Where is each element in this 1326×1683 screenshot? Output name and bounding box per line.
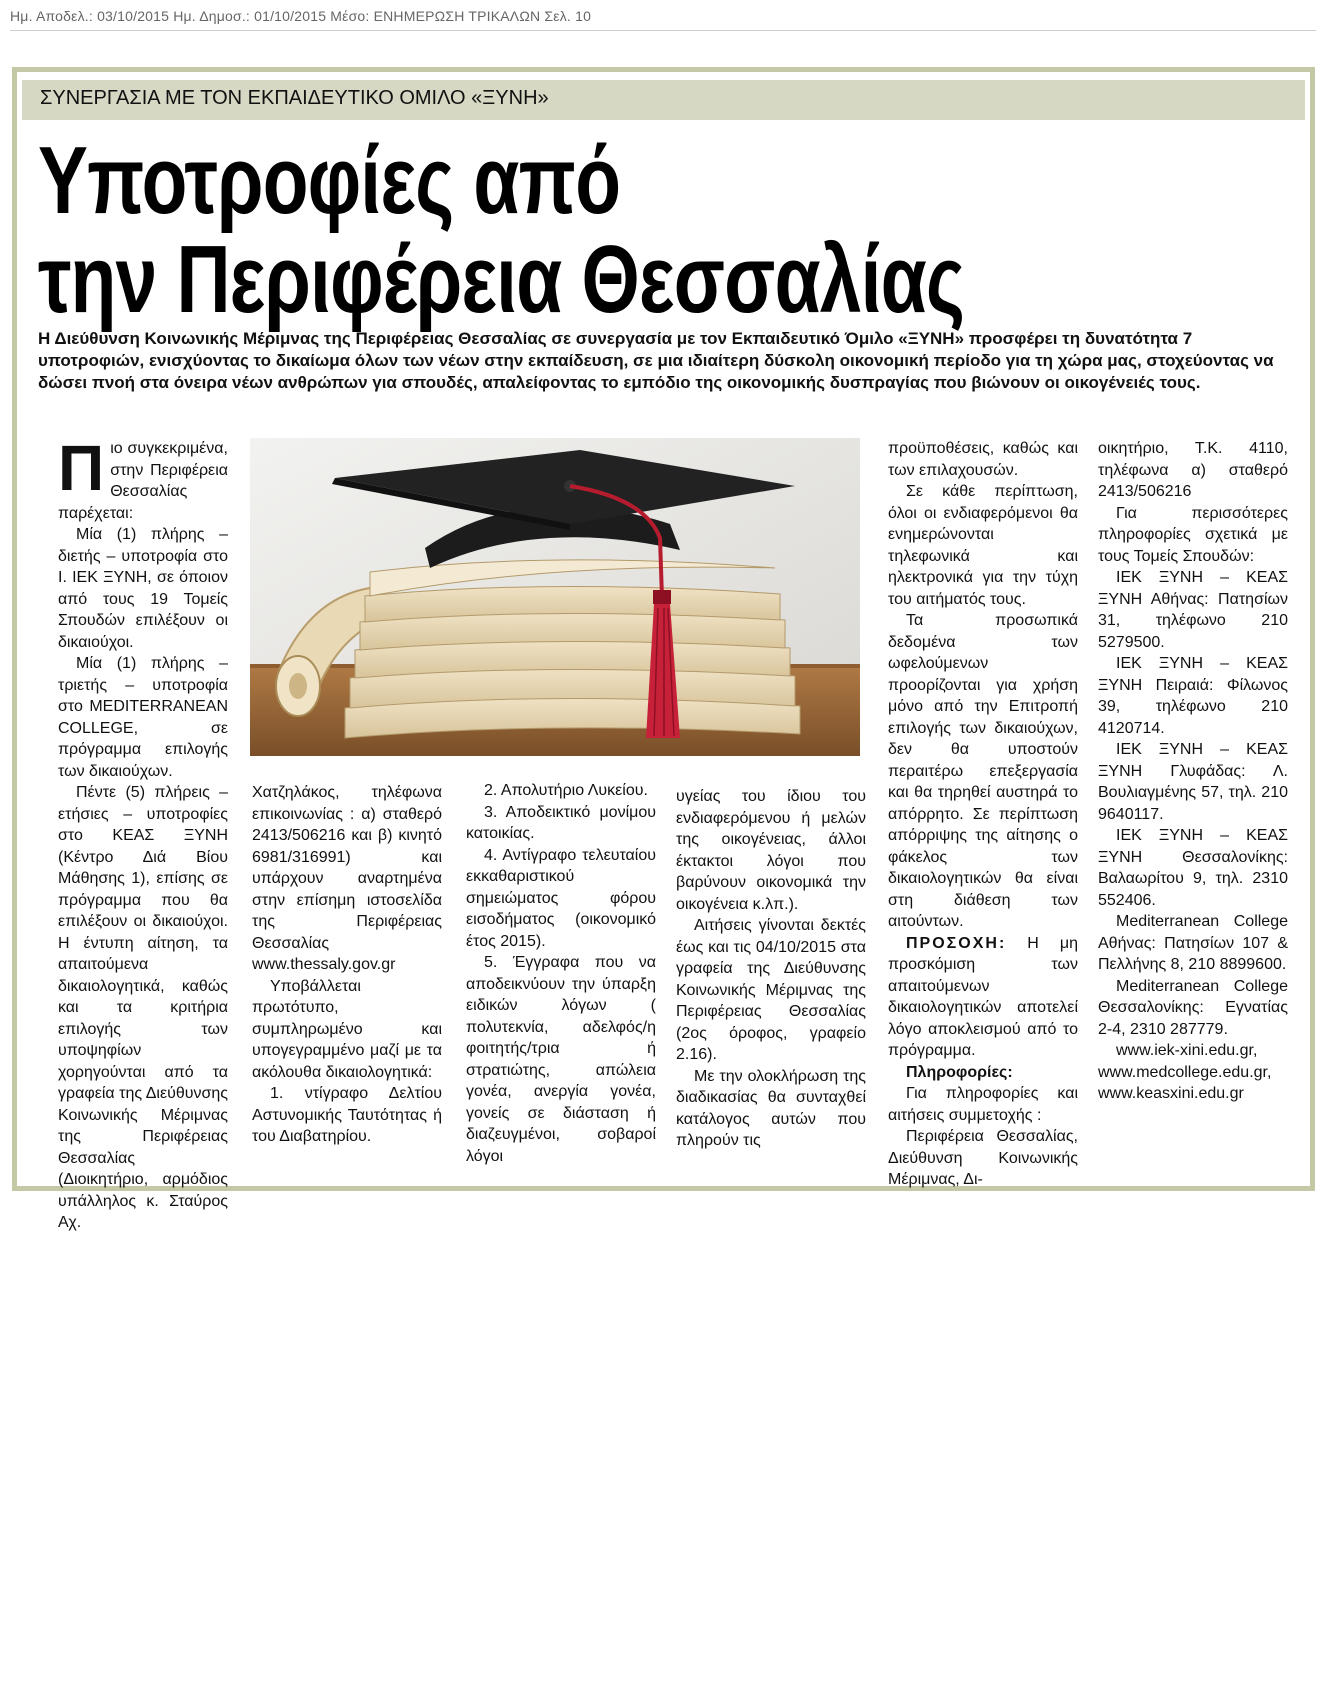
paragraph: 1. ντίγραφο Δελτίου Αστυνομικής Ταυτότητας ή του Διαβατηρίου. — [252, 1085, 442, 1145]
paragraph: Για περισσότερες πληροφορίες σχετικά με τους Τομείς Σπουδών: — [1098, 504, 1288, 565]
paragraph: Σε κάθε περίπτωση, όλοι οι ενδιαφερόμενοι θα ενημερώνονται τηλεφωνικά και ηλεκτρονικά για την τύχη του αιτήματός τους. — [888, 483, 1078, 608]
paragraph: 3. Αποδεικτικό μονίμου κατοικίας. — [466, 803, 656, 842]
lead-paragraph: Η Διεύθυνση Κοινωνικής Μέριμνας της Περιφέρειας Θεσσαλίας σε συνεργασία με τον Εκπαιδευτικό Όμιλο «ΞΥΝΗ» προσφέρει τη δυνατότητα 7 υποτροφιών, ενισχύοντας το δικαίωμα όλων των νέων στην εκπαίδευση, σε μια ιδιαίτερη δύσκολη οικονομική περίοδο για τη χώρα μας, στοχεύοντας να δώσει πνοή στα όνειρα νέων ανθρώπων για σπουδές, απαλείφοντας το εμπόδιο της οικονομικής δυσπραγίας που βιώνουν οι οικογένειές τους. — [38, 329, 1274, 392]
column-5 — [888, 438, 1078, 1191]
paragraph: προϋποθέσεις, καθώς και των επιλαχουσών. — [888, 440, 1078, 479]
kicker: ΣΥΝΕΡΓΑΣΙΑ ΜΕ ΤΟΝ ΕΚΠΑΙΔΕΥΤΙΚΟ ΟΜΙΛΟ «ΞΥΝΗ» — [40, 87, 549, 109]
paragraph: 5. Έγγραφα που να αποδεικνύουν την ύπαρξη ειδικών λόγων ( πολυτεκνία, αδελφός/η φοιτητής/τρια ή στρατιώτης, απώλεια γονέα, ανεργία γονέα, γονείς σε διάσταση ή διαζευγμένοι, σοβαροί λόγοι — [466, 954, 656, 1165]
paragraph: Μία (1) πλήρης – διετής – υποτροφία στο Ι. ΙΕΚ ΞΥΝΗ, σε όποιον από τους 19 Τομείς Σπουδών επιλέξουν οι δικαιούχοι. — [58, 526, 228, 651]
paragraph: Με την ολοκλήρωση της διαδικασίας θα συνταχθεί κατάλογος αυτών που πληρούν τις — [676, 1067, 866, 1149]
column-4 — [676, 786, 866, 1152]
paragraph: οικητήριο, Τ.Κ. 4110, τηλέφωνα α) σταθερό 2413/506216 — [1098, 440, 1288, 500]
paragraph: Πέντε (5) πλήρεις – ετήσιες – υποτροφίες στο ΚΕΑΣ ΞΥΝΗ (Κέντρο Διά Βίου Μάθησης 1), επίσης σε πρόγραμμα που θα επιλέξουν οι δικαιούχοι. Η έντυπη αίτηση, τα απαιτούμενα δικαιολογητικά, καθώς και τα κριτήρια επιλογής των υποψηφίων χορηγούνται από τα γραφεία της Διεύθυνσης Κοινωνικής Μέριμνας της Περιφέρειας Θεσσαλίας (Διοικητήριο, αρμόδιος υπάλληλος κ. Σταύρος Αχ. — [58, 784, 228, 1231]
paragraph: Υποβάλλεται πρωτότυπο, συμπληρωμένο και υπογεγραμμένο μαζί με τα ακόλουθα δικαιολογητικά: — [252, 977, 442, 1081]
drop-cap: Π — [58, 432, 105, 504]
clipping-meta: Ημ. Αποδελ.: 03/10/2015 Ημ. Δημοσ.: 01/10/2015 Μέσο: ΕΝΗΜΕΡΩΣΗ ΤΡΙΚΑΛΩΝ Σελ. 10 — [10, 8, 592, 24]
paragraph: Mediterranean College Θεσσαλονίκης: Εγνατίας 2-4, 2310 287779. — [1098, 977, 1288, 1038]
paragraph: 4. Αντίγραφο τελευταίου εκκαθαριστικού σημειώματος φόρου εισοδήματος (οικονομικό έτος 2015). — [466, 846, 656, 950]
column-6 — [1098, 438, 1288, 1105]
headline-line-1: Υποτροφίες από — [38, 127, 621, 234]
paragraph: Περιφέρεια Θεσσαλίας, Διεύθυνση Κοινωνικής Μέριμνας, Δι- — [888, 1128, 1078, 1188]
paragraph: Αιτήσεις γίνονται δεκτές έως και τις 04/10/2015 στα γραφεία της Διεύθυνσης Κοινωνικής Μέριμνας της Περιφέρειας Θεσσαλίας (2ος όροφος, γραφείο 2.16). — [676, 917, 866, 1063]
paragraph: Mediterranean College Αθήνας: Πατησίων 107 & Πελλήνης 8, 210 8899600. — [1098, 913, 1288, 973]
notice-label: ΠΡΟΣΟΧΗ: — [906, 934, 1007, 952]
column-2 — [252, 782, 442, 1148]
info-heading: Πληροφορίες: — [906, 1063, 1013, 1081]
paragraph: υγείας του ίδιου του ενδιαφερόμενου ή μελών της οικογένειας, άλλοι έκτακτοι λόγοι που βαρύνουν οικονομικά την οικογένεια κ.λπ.). — [676, 788, 866, 913]
paragraph: ιο συγκεκριμένα, στην Περιφέρεια Θεσσαλίας παρέχεται: — [58, 440, 228, 522]
paragraph: Χατζηλάκος, τηλέφωνα επικοινωνίας : α) σταθερό 2413/506216 και β) κινητό 6981/316991) και υπάρχουν αναρτημένα στην επίσημη ιστοσελίδα της Περιφέρειας Θεσσαλίας www.thessaly.gov.gr — [252, 784, 442, 973]
paragraph: 2. Απολυτήριο Λυκείου. — [484, 782, 648, 799]
paragraph: Μία (1) πλήρης – τριετής – υποτροφία στο MEDITERRANEAN COLLEGE, σε πρόγραμμα επιλογής των δικαιούχων. — [58, 655, 228, 780]
paragraph: Τα προσωπικά δεδομένα των ωφελούμενων προορίζονται για χρήση μόνο από την Επιτροπή επιλογής των δικαιούχων, δεν θα υποστούν περαιτέρω επεξεργασία και θα τηρηθεί αυστηρά το απόρρητο. Σε περίπτωση απόρριψης της αίτησης ο φάκελος των δικαιολογητικών θα είναι στη διάθεση των αιτούντων. — [888, 612, 1078, 930]
meta-divider — [10, 30, 1316, 31]
website-links: www.iek-xini.edu.gr, www.medcollege.edu.gr, www.keasxini.edu.gr — [1098, 1042, 1272, 1102]
photo-illustration — [250, 438, 860, 756]
column-3 — [466, 780, 656, 1167]
notice-text: Η μη προσκόμιση των απαιτούμενων δικαιολογητικών αποτελεί λόγο αποκλεισμού από το πρόγραμμα. — [888, 934, 1078, 1059]
graduation-cap-books-photo — [250, 438, 860, 756]
paragraph: ΙΕΚ ΞΥΝΗ – ΚΕΑΣ ΞΥΝΗ Γλυφάδας: Λ. Βουλιαγμένης 57, τηλ. 210 9640117. — [1098, 741, 1288, 823]
paragraph: ΙΕΚ ΞΥΝΗ – ΚΕΑΣ ΞΥΝΗ Αθήνας: Πατησίων 31, τηλέφωνο 210 5279500. — [1098, 569, 1288, 651]
headline-line-2: την Περιφέρεια Θεσσαλίας — [38, 226, 965, 333]
column-1 — [58, 432, 228, 1234]
paragraph: ΙΕΚ ΞΥΝΗ – ΚΕΑΣ ΞΥΝΗ Πειραιά: Φίλωνος 39, τηλέφωνο 210 4120714. — [1098, 655, 1288, 737]
paragraph: ΙΕΚ ΞΥΝΗ – ΚΕΑΣ ΞΥΝΗ Θεσσαλονίκης: Βαλαωρίτου 9, τηλ. 2310 552406. — [1098, 827, 1288, 909]
paragraph: Για πληροφορίες και αιτήσεις συμμετοχής : — [888, 1085, 1078, 1124]
